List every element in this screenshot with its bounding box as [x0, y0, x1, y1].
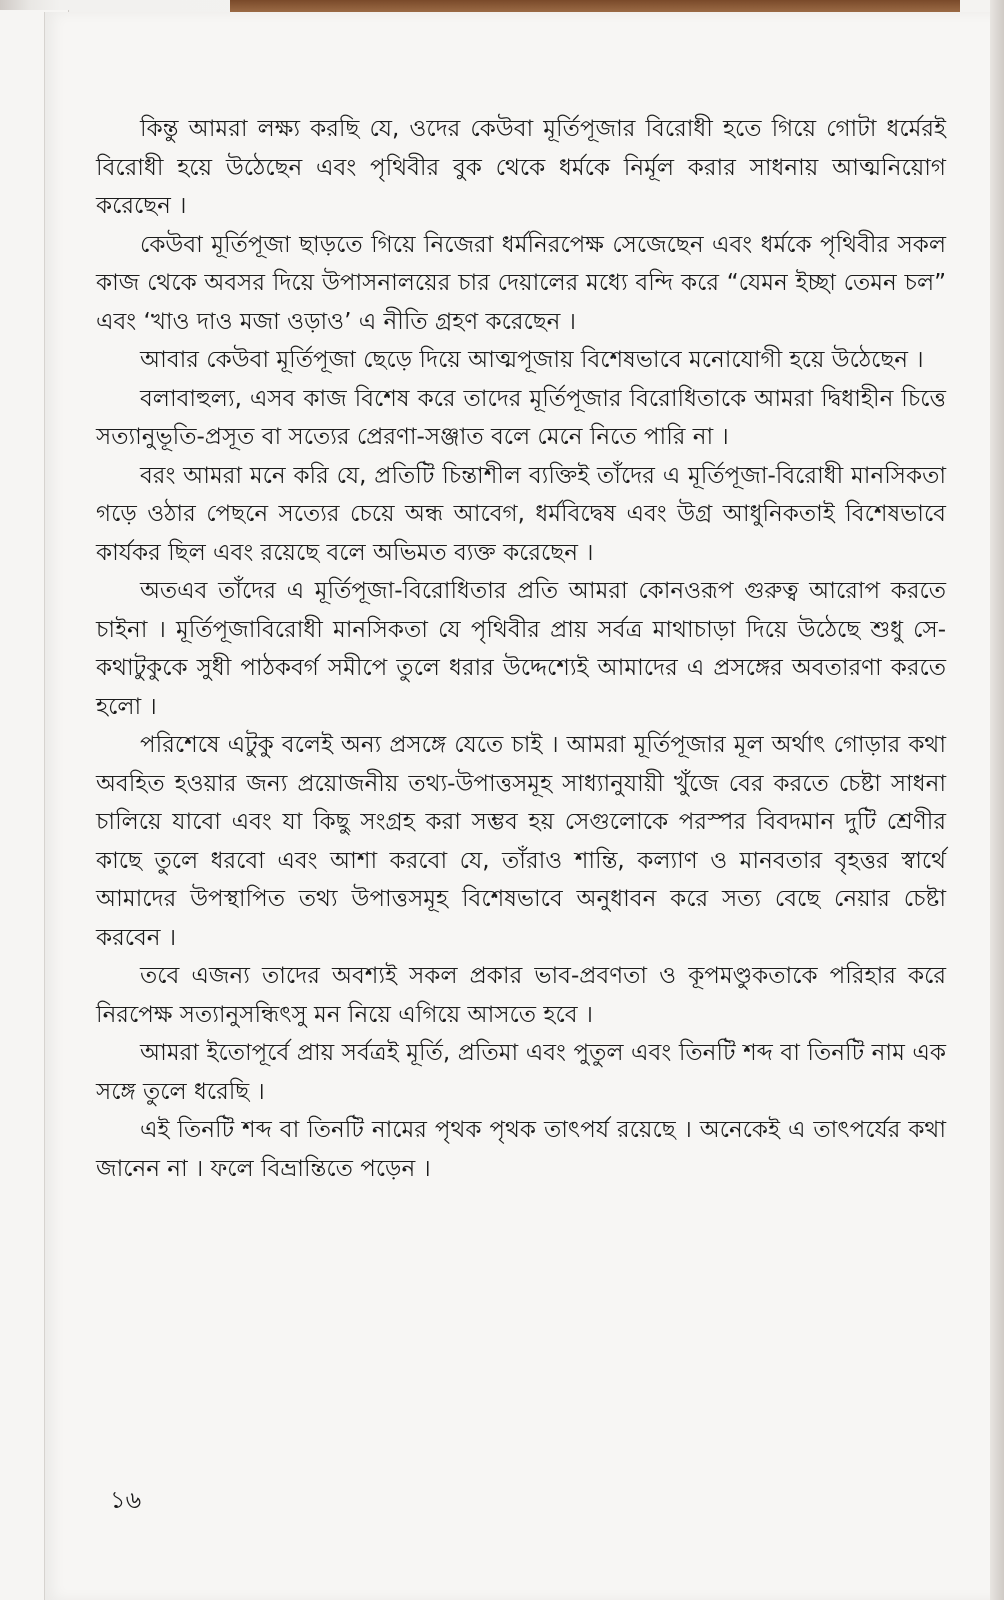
- paragraph: এই তিনটি শব্দ বা তিনটি নামের পৃথক পৃথক তাৎপর্য রয়েছে । অনেকেই এ তাৎপর্যের কথা জানেন না । ফলে বিভ্রান্তিতে পড়েন ।: [96, 1117, 946, 1182]
- paragraph: বরং আমরা মনে করি যে, প্রতিটি চিন্তাশীল ব্যক্তিই তাঁদের এ মূর্তিপূজা-বিরোধী মানসিকতা গড়ে ওঠার পেছনে সত্যের চেয়ে অন্ধ আবেগ, ধর্মবিদ্বেষ এবং উগ্র আধুনিকতাই বিশেষভাবে কার্যকর ছিল এবং রয়েছে বলে অভিমত ব্যক্ত করেছেন ।: [96, 462, 946, 566]
- paragraph: আবার কেউবা মূর্তিপূজা ছেড়ে দিয়ে আত্মপূজায় বিশেষভাবে মনোযোগী হয়ে উঠেছেন ।: [140, 347, 924, 373]
- page-number: ১৬: [110, 1486, 142, 1514]
- paragraph: তবে এজন্য তাদের অবশ্যই সকল প্রকার ভাব-প্রবণতা ও কূপমণ্ডুকতাকে পরিহার করে নিরপেক্ষ সত্যানুসন্ধিৎসু মন নিয়ে এগিয়ে আসতে হবে ।: [96, 963, 946, 1028]
- paragraph: আমরা ইতোপূর্বে প্রায় সর্বত্রই মূর্তি, প্রতিমা এবং পুতুল এবং তিনটি শব্দ বা তিনটি নাম এক সঙ্গে তুলে ধরেছি ।: [96, 1040, 946, 1105]
- paragraph: কেউবা মূর্তিপূজা ছাড়তে গিয়ে নিজেরা ধর্মনিরপেক্ষ সেজেছেন এবং ধর্মকে পৃথিবীর সকল কাজ থেকে অবসর দিয়ে উপাসনালয়ের চার দেয়ালের মধ্যে বন্দি করে “যেমন ইচ্ছা তেমন চল” এবং ‘খাও দাও মজা ওড়াও’ এ নীতি গ্রহণ করেছেন ।: [96, 231, 946, 335]
- body-text: [96, 110, 946, 1188]
- paragraph: বলাবাহুল্য, এসব কাজ বিশেষ করে তাদের মূর্তিপূজার বিরোধিতাকে আমরা দ্বিধাহীন চিত্তে সত্যানুভূতি-প্রসূত বা সত্যের প্রেরণা-সঞ্জাত বলে মেনে নিতে পারি না ।: [96, 385, 946, 450]
- paragraph: কিন্তু আমরা লক্ষ্য করছি যে, ওদের কেউবা মূর্তিপূজার বিরোধী হতে গিয়ে গোটা ধর্মেরই বিরোধী হয়ে উঠেছেন এবং পৃথিবীর বুক থেকে ধর্মকে নির্মূল করার সাধনায় আত্মনিয়োগ করেছেন ।: [96, 116, 946, 219]
- paragraph: পরিশেষে এটুকু বলেই অন্য প্রসঙ্গে যেতে চাই । আমরা মূর্তিপূজার মূল অর্থাৎ গোড়ার কথা অবহিত হওয়ার জন্য প্রয়োজনীয় তথ্য-উপাত্তসমূহ সাধ্যানুযায়ী খুঁজে বের করতে চেষ্টা সাধনা চালিয়ে যাবো এবং যা কিছু সংগ্রহ করা সম্ভব হয় সেগুলোকে পরস্পর বিবদমান দুটি শ্রেণীর কাছে তুলে ধরবো এবং আশা করবো যে, তাঁরাও শান্তি, কল্যাণ ও মানবতার বৃহত্তর স্বার্থে আমাদের উপস্থাপিত তথ্য উপাত্তসমূহ বিশেষভাবে অনুধাবন করে সত্য বেছে নেয়ার চেষ্টা করবেন ।: [96, 732, 946, 951]
- page-right-edge: [990, 0, 1004, 1600]
- paragraph: অতএব তাঁদের এ মূর্তিপূজা-বিরোধিতার প্রতি আমরা কোনওরূপ গুরুত্ব আরোপ করতে চাইনা । মূর্তিপূজাবিরোধী মানসিকতা যে পৃথিবীর প্রায় সর্বত্র মাথাচাড়া দিয়ে উঠেছে শুধু সে-কথাটুকুকে সুধী পাঠকবর্গ সমীপে তুলে ধরার উদ্দেশ্যেই আমাদের এ প্রসঙ্গের অবতারণা করতে হলো ।: [96, 578, 946, 720]
